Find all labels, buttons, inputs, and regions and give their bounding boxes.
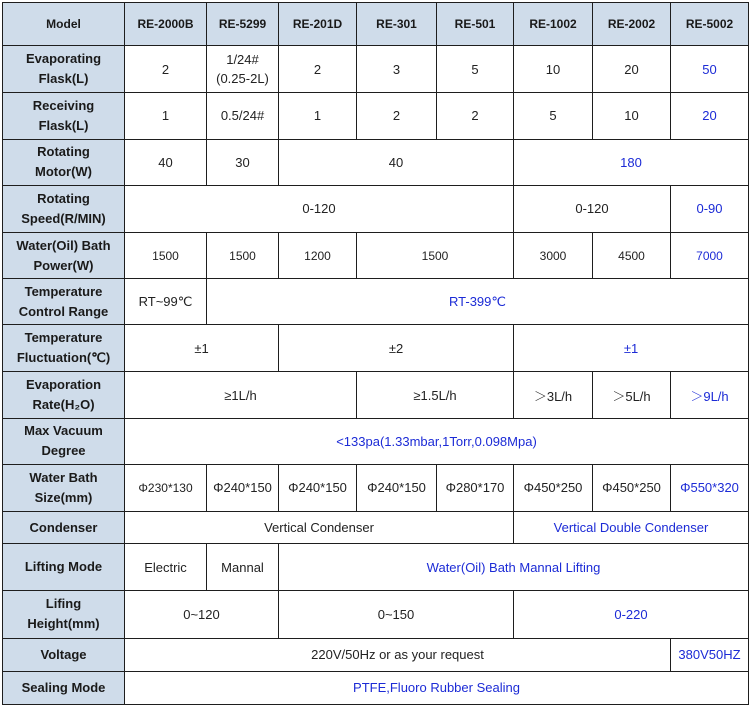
row-evaporating-flask bbox=[3, 46, 749, 93]
cell-value: 1 bbox=[279, 93, 357, 139]
cell-value: 2 bbox=[357, 93, 437, 139]
model-re-501: RE-501 bbox=[437, 3, 514, 46]
cell-value: 0-90 bbox=[671, 185, 749, 232]
model-re-5299: RE-5299 bbox=[207, 3, 279, 46]
cell-value: Water(Oil) Bath Mannal Lifting bbox=[279, 544, 749, 591]
cell-value: 0~120 bbox=[125, 591, 279, 638]
cell-value: 1200 bbox=[279, 232, 357, 278]
cell-value: Φ550*320 bbox=[671, 464, 749, 511]
cell-value: 30 bbox=[207, 139, 279, 185]
cell-value: 4500 bbox=[593, 232, 671, 278]
row-label-sealing-mode: Sealing Mode bbox=[3, 671, 125, 704]
model-re-5002: RE-5002 bbox=[671, 3, 749, 46]
row-rotating-motor bbox=[3, 139, 749, 185]
row-temp-fluctuation bbox=[3, 325, 749, 372]
row-evaporation-rate bbox=[3, 372, 749, 418]
cell-value: 0-120 bbox=[125, 185, 514, 232]
cell-value: 10 bbox=[593, 93, 671, 139]
spec-table bbox=[2, 2, 749, 705]
cell-value: 1500 bbox=[357, 232, 514, 278]
cell-value: 50 bbox=[671, 46, 749, 93]
row-condenser bbox=[3, 512, 749, 544]
row-rotating-speed bbox=[3, 185, 749, 232]
cell-value: 0~150 bbox=[279, 591, 514, 638]
cell-value: 10 bbox=[514, 46, 593, 93]
header-row bbox=[3, 3, 749, 46]
cell-value: 1 bbox=[125, 93, 207, 139]
row-label-lifting-mode: Lifting Mode bbox=[3, 544, 125, 591]
cell-value: Vertical Condenser bbox=[125, 512, 514, 544]
cell-value: Mannal bbox=[207, 544, 279, 591]
cell-value: Electric bbox=[125, 544, 207, 591]
cell-value: 0-220 bbox=[514, 591, 749, 638]
cell-value: 2 bbox=[437, 93, 514, 139]
cell-value: ±1 bbox=[514, 325, 749, 372]
cell-value: 20 bbox=[671, 93, 749, 139]
cell-value: ＞5L/h bbox=[593, 372, 671, 418]
cell-value: 20 bbox=[593, 46, 671, 93]
row-label-condenser: Condenser bbox=[3, 512, 125, 544]
row-label-evaporating-flask: Evaporating Flask(L) bbox=[3, 46, 125, 93]
cell-value: 40 bbox=[279, 139, 514, 185]
model-re-301: RE-301 bbox=[357, 3, 437, 46]
cell-value: 1500 bbox=[125, 232, 207, 278]
row-temp-control bbox=[3, 279, 749, 325]
row-lifting-height bbox=[3, 591, 749, 638]
cell-value: ±2 bbox=[279, 325, 514, 372]
row-label-receiving-flask: Receiving Flask(L) bbox=[3, 93, 125, 139]
cell-value: 2 bbox=[279, 46, 357, 93]
cell-value: 180 bbox=[514, 139, 749, 185]
row-label-evaporation-rate: Evaporation Rate(H₂O) bbox=[3, 372, 125, 418]
cell-value: 3000 bbox=[514, 232, 593, 278]
row-label-bath-power: Water(Oil) Bath Power(W) bbox=[3, 232, 125, 278]
row-max-vacuum bbox=[3, 418, 749, 464]
row-label-rotating-motor: Rotating Motor(W) bbox=[3, 139, 125, 185]
cell-value: 2 bbox=[125, 46, 207, 93]
cell-value: 5 bbox=[514, 93, 593, 139]
row-label-temp-fluctuation: Temperature Fluctuation(℃) bbox=[3, 325, 125, 372]
row-receiving-flask bbox=[3, 93, 749, 139]
cell-value: ＞9L/h bbox=[671, 372, 749, 418]
cell-value: Φ280*170 bbox=[437, 464, 514, 511]
row-label-bath-size: Water Bath Size(mm) bbox=[3, 464, 125, 511]
row-label-max-vacuum: Max Vacuum Degree bbox=[3, 418, 125, 464]
cell-value: ＞3L/h bbox=[514, 372, 593, 418]
model-re-2000b: RE-2000B bbox=[125, 3, 207, 46]
row-label-rotating-speed: Rotating Speed(R/MIN) bbox=[3, 185, 125, 232]
row-label-lifting-height: Lifing Height(mm) bbox=[3, 591, 125, 638]
cell-value: 380V50HZ bbox=[671, 638, 749, 671]
cell-value: Φ450*250 bbox=[593, 464, 671, 511]
cell-value: 1500 bbox=[207, 232, 279, 278]
cell-value: Φ240*150 bbox=[357, 464, 437, 511]
cell-value: 0-120 bbox=[514, 185, 671, 232]
row-voltage bbox=[3, 638, 749, 671]
model-re-1002: RE-1002 bbox=[514, 3, 593, 46]
cell-value: 220V/50Hz or as your request bbox=[125, 638, 671, 671]
cell-value: <133pa(1.33mbar,1Torr,0.098Mpa) bbox=[125, 418, 749, 464]
cell-value: ±1 bbox=[125, 325, 279, 372]
cell-value: 3 bbox=[357, 46, 437, 93]
model-re-201d: RE-201D bbox=[279, 3, 357, 46]
cell-value: Vertical Double Condenser bbox=[514, 512, 749, 544]
cell-value: Φ240*150 bbox=[279, 464, 357, 511]
row-label-voltage: Voltage bbox=[3, 638, 125, 671]
cell-value: 1/24# (0.25-2L) bbox=[207, 46, 279, 93]
row-bath-power bbox=[3, 232, 749, 278]
cell-value: RT-399℃ bbox=[207, 279, 749, 325]
row-sealing-mode bbox=[3, 671, 749, 704]
row-lifting-mode bbox=[3, 544, 749, 591]
row-label-temp-control: Temperature Control Range bbox=[3, 279, 125, 325]
cell-value: ≥1L/h bbox=[125, 372, 357, 418]
model-re-2002: RE-2002 bbox=[593, 3, 671, 46]
cell-value: 5 bbox=[437, 46, 514, 93]
cell-value: PTFE,Fluoro Rubber Sealing bbox=[125, 671, 749, 704]
cell-value: 7000 bbox=[671, 232, 749, 278]
cell-value: Φ450*250 bbox=[514, 464, 593, 511]
cell-value: Φ230*130 bbox=[125, 464, 207, 511]
row-bath-size bbox=[3, 464, 749, 511]
cell-value: Φ240*150 bbox=[207, 464, 279, 511]
model-header: Model bbox=[3, 3, 125, 46]
cell-value: RT~99℃ bbox=[125, 279, 207, 325]
cell-value: 40 bbox=[125, 139, 207, 185]
cell-value: ≥1.5L/h bbox=[357, 372, 514, 418]
cell-value: 0.5/24# bbox=[207, 93, 279, 139]
